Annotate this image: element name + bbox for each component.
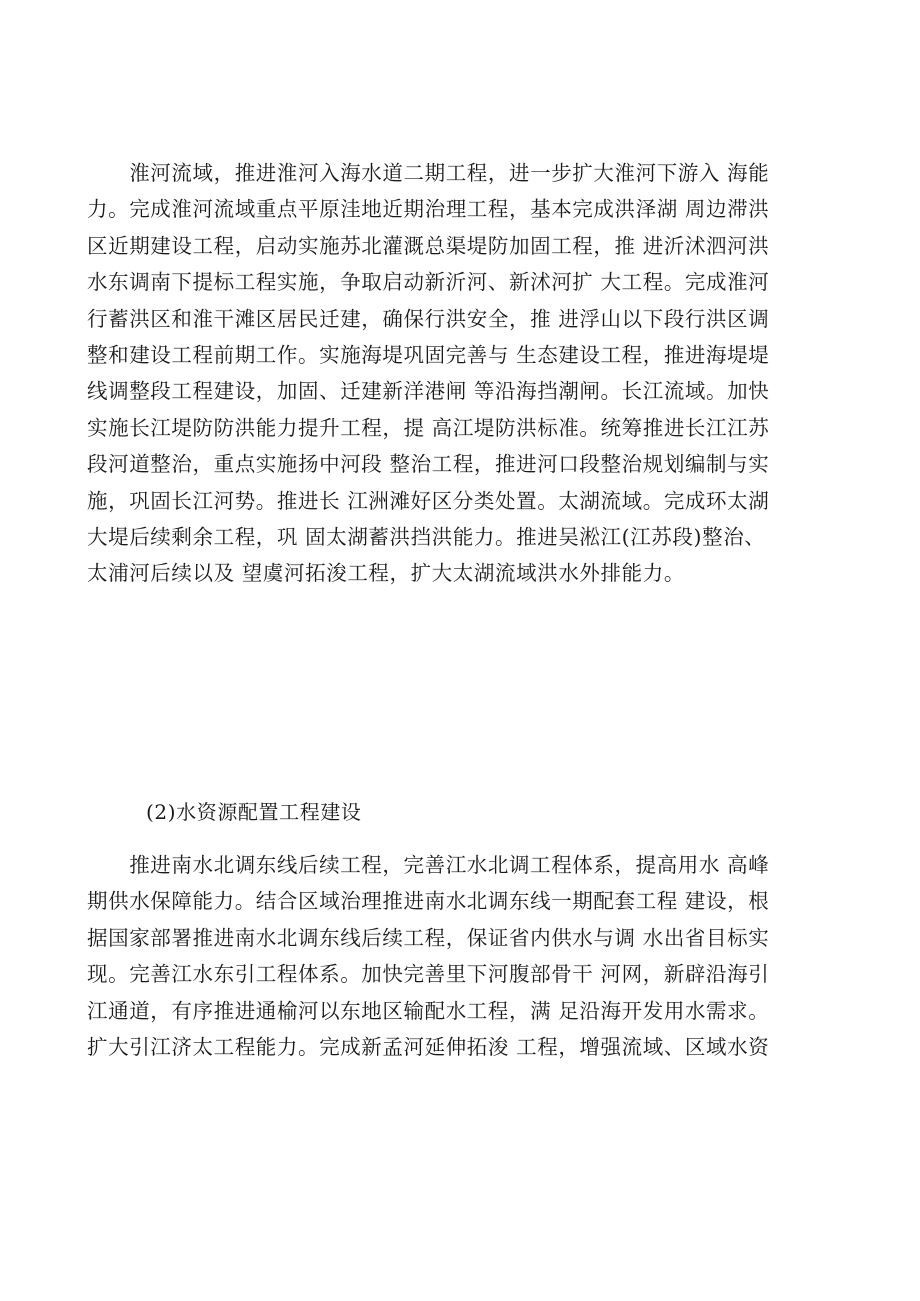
paragraph-line: 现。完善江水东引工程体系。加快完善里下河腹部骨干 河网，新辟沿海引 bbox=[87, 962, 770, 987]
paragraph-line: 区近期建设工程，启动实施苏北灌溉总渠堤防加固工程，推 进沂沭泗河洪 bbox=[87, 233, 770, 258]
paragraph-line: 江通道，有序推进通榆河以东地区输配水工程，满 足沿海开发用水需求。 bbox=[87, 998, 770, 1023]
paragraph-line: 施，巩固长江河势。推进长 江洲滩好区分类处置。太湖流域。完成环太湖 bbox=[87, 488, 770, 513]
paragraph-line: 淮河流域，推进淮河入海水道二期工程，进一步扩大淮河下游入 海能 bbox=[87, 161, 770, 185]
paragraph-line: 水东调南下提标工程实施，争取启动新沂河、新沭河扩 大工程。完成淮河 bbox=[87, 270, 770, 295]
paragraph-line: 线调整段工程建设，加固、迁建新洋港闸 等沿海挡潮闸。长江流域。加快 bbox=[87, 379, 770, 404]
paragraph-line: 力。完成淮河流域重点平原洼地近期治理工程，基本完成洪泽湖 周边滞洪 bbox=[87, 197, 770, 222]
paragraph-line: 行蓄洪区和淮干滩区居民迁建，确保行洪安全，推 进浮山以下段行洪区调 bbox=[87, 306, 770, 331]
paragraph-line: 太浦河后续以及 望虞河拓浚工程，扩大太湖流域洪水外排能力。 bbox=[87, 561, 685, 586]
paragraph-line: 实施长江堤防防洪能力提升工程，提 高江堤防洪标准。统筹推进长江江苏 bbox=[87, 415, 770, 440]
paragraph-line: 据国家部署推进南水北调东线后续工程，保证省内供水与调 水出省目标实 bbox=[87, 925, 770, 950]
paragraph-line: 扩大引江济太工程能力。完成新孟河延伸拓浚 工程，增强流域、区域水资 bbox=[87, 1034, 770, 1059]
paragraph-line: 大堤后续剩余工程，巩 固太湖蓄洪挡洪能力。推进吴淞江(江苏段)整治、 bbox=[87, 524, 766, 549]
paragraph-line: 整和建设工程前期工作。实施海堤巩固完善与 生态建设工程，推进海堤堤 bbox=[87, 342, 770, 367]
paragraph-line: 段河道整治，重点实施扬中河段 整治工程，推进河口段整治规划编制与实 bbox=[87, 452, 770, 477]
paragraph-line: 期供水保障能力。结合区域治理推进南水北调东线一期配套工程 建设，根 bbox=[87, 889, 770, 914]
paragraph-south-north-water-diversion bbox=[87, 847, 839, 1065]
paragraph-huaihe-yangtze-taihu bbox=[87, 155, 839, 592]
paragraph-line: 推进南水北调东线后续工程，完善江水北调工程体系，提高用水 高峰 bbox=[87, 853, 770, 877]
section-heading-text: (2)水资源配置工程建设 bbox=[146, 800, 362, 824]
section-heading-water-resource-allocation bbox=[146, 794, 898, 830]
